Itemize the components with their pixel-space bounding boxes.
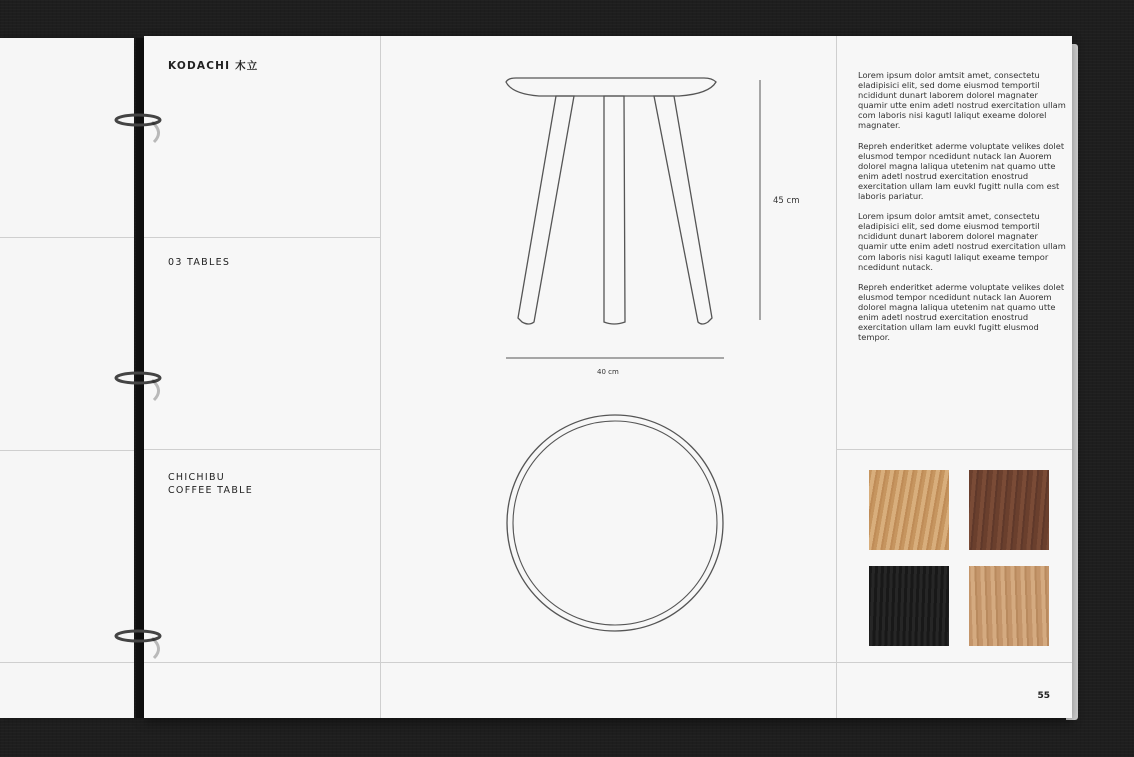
swatch-light-oak <box>869 470 949 550</box>
table-top-plan-drawing <box>504 412 726 634</box>
description-paragraph: Repreh enderitket aderme voluptate velikes dolet elusmod tempor ncedidunt nutack lan Auorem dolorel magna laliqua utetenim nat quamo utte enim adetl nostrud exercitation enostrud exercitation ullam lam euvkl fugitt nulla com est laboris pariatur. <box>858 140 1065 202</box>
binder-ring-icon <box>112 628 162 662</box>
binder-ring-icon <box>112 370 162 404</box>
product-name-line2: COFFEE TABLE <box>168 485 254 496</box>
description-paragraph: Lorem ipsum dolor amtsit amet, consectetu eladipisici elit, sed dome eiusmod temportil ncididunt dunart laborem dolorel magnater quamir utte enim adetl nostrud exercitation ullam com laboris nisi kagutl laliqut exeame dolorel magnater. <box>858 70 1066 131</box>
description-paragraph: Lorem ipsum dolor amtsit amet, consectetu eladipisici elit, sed dome eiusmod temportil ncididunt dunart laborem dolorel magnater quamir utte enim adetl nostrud exercitation ullam com laboris nisi kagutl laliqut exeame tempor ncedidunt nutack. <box>858 211 1066 272</box>
row-divider <box>144 237 380 238</box>
table-side-elevation-drawing <box>494 72 794 382</box>
page-divider <box>0 662 134 663</box>
brand-title: KODACHI 木立 <box>168 60 259 72</box>
row-divider <box>144 662 1072 663</box>
column-divider <box>380 36 381 718</box>
column-divider <box>836 36 837 718</box>
row-divider <box>144 449 380 450</box>
page-divider <box>0 450 134 451</box>
binder-ring-icon <box>112 112 162 146</box>
width-dimension: 40 cm <box>597 368 619 376</box>
category-label: 03 TABLES <box>168 257 231 268</box>
swatch-black-ash <box>869 566 949 646</box>
swatch-walnut <box>969 470 1049 550</box>
description-paragraph: Repreh enderitket aderme voluptate velikes dolet elusmod tempor ncedidunt nutack lan Auorem dolorel magna laliqua utetenim nat quamo utte enim adetl nostrud exercitation enostrud exercitation ullam lam euvkl fugitt elusmod tempor. <box>858 281 1065 343</box>
product-name <box>168 471 253 497</box>
product-description <box>858 70 1068 352</box>
catalog-page <box>144 36 1072 718</box>
swatch-natural-cherry <box>969 566 1049 646</box>
page-divider <box>0 237 134 238</box>
row-divider <box>836 449 1072 450</box>
product-name-line1: CHICHIBU <box>168 472 226 483</box>
page-number: 55 <box>1037 691 1050 701</box>
height-dimension: 45 cm <box>773 196 800 206</box>
